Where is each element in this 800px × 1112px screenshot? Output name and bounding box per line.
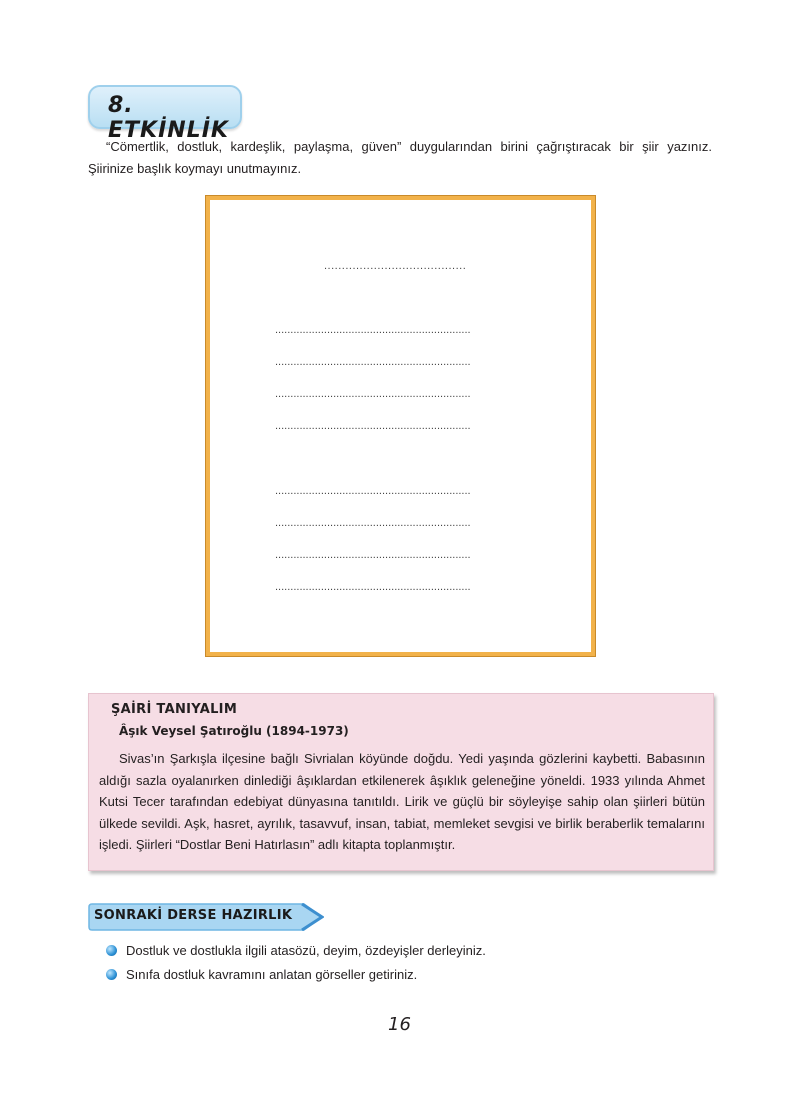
poem-line[interactable]: ................................................................: [275, 388, 471, 400]
poem-line[interactable]: ................................................................: [275, 549, 471, 561]
list-item: [106, 940, 486, 964]
poem-line[interactable]: ................................................................: [275, 356, 471, 368]
page-number: 16: [388, 1014, 411, 1035]
bullet-icon: [106, 945, 117, 956]
next-lesson-title: SONRAKİ DERSE HAZIRLIK: [94, 908, 293, 923]
poem-title-line[interactable]: ........................................: [324, 260, 467, 272]
bullet-icon: [106, 969, 117, 980]
poem-line[interactable]: ................................................................: [275, 517, 471, 529]
list-item-text: Dostluk ve dostlukla ilgili atasözü, deyim, özdeyişler derleyiniz.: [126, 943, 486, 958]
poem-line[interactable]: ................................................................: [275, 324, 471, 336]
activity-badge: [88, 85, 242, 143]
poem-frame: [206, 196, 595, 656]
poet-section-title: ŞAİRİ TANIYALIM: [111, 702, 238, 717]
activity-label: 8. ETKİNLİK: [108, 93, 229, 143]
list-item: [106, 964, 486, 988]
poet-name-dates: Âşık Veysel Şatıroğlu (1894-1973): [119, 724, 349, 738]
poem-line[interactable]: ................................................................: [275, 581, 471, 593]
intro-text: “Cömertlik, dostluk, kardeşlik, paylaşma, güven” duygularından birini çağrıştıracak bir şiir yazınız. Şiirinize başlık koymayı unutmayınız.: [88, 139, 712, 176]
list-item-text: Sınıfa dostluk kavramını anlatan görseller getiriniz.: [126, 967, 418, 982]
poem-line[interactable]: ................................................................: [275, 420, 471, 432]
next-lesson-list: [106, 940, 486, 988]
poet-bio: Sivas’ın Şarkışla ilçesine bağlı Sivrialan köyünde doğdu. Yedi yaşında gözlerini kaybetti. Babasının aldığı sazla oyalanırken dinlediği âşıklardan etkilenerek âşıklık geleneğine yöneldi. 1933 yılında Ahmet Kutsi Tecer tarafından edebiyat dünyasına tanıtıldı. Lirik ve güçlü bir söyleyişe sahip olan şiirleri bütün ülkede sevildi. Aşk, hasret, ayrılık, tasavvuf, insan, tabiat, memleket sevgisi ve birlik beraberlik temalarını işledi. Şiirleri “Dostlar Beni Hatırlasın” adlı kitapta toplanmıştır.: [99, 751, 705, 852]
poet-info-box: [88, 693, 714, 871]
poem-line[interactable]: ................................................................: [275, 485, 471, 497]
